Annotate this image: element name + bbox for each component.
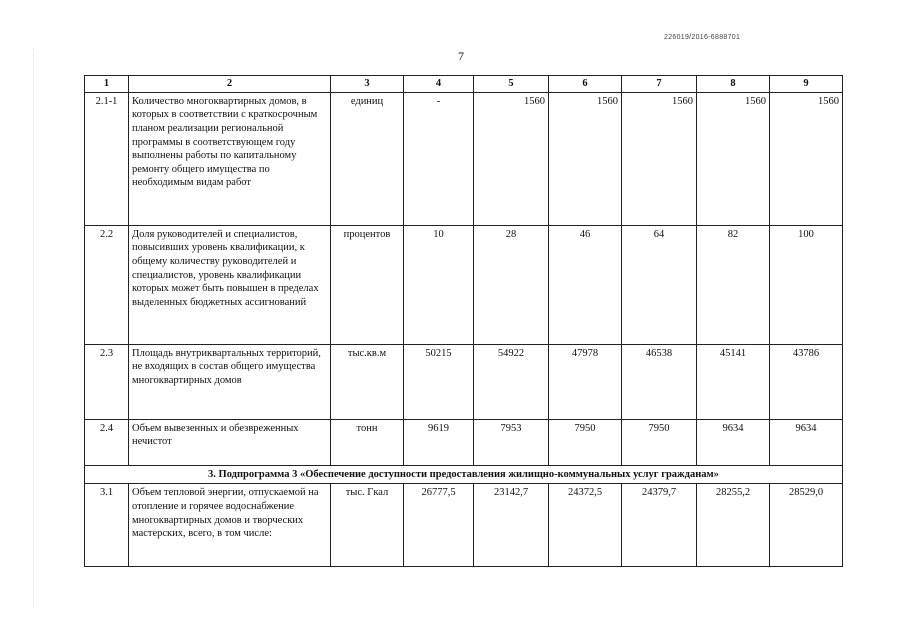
row-number: 2.1-1 [85, 92, 129, 225]
section-title: 3. Подпрограмма 3 «Обеспечение доступности предоставления жилищно-коммунальных услуг гражданам» [85, 465, 843, 484]
column-header: 5 [474, 76, 549, 93]
row-value: 7953 [474, 419, 549, 465]
row-value: 64 [622, 225, 697, 344]
row-value: 1560 [622, 92, 697, 225]
row-description: Площадь внутриквартальных территорий, не входящих в состав общего имущества многоквартирных домов [129, 344, 331, 419]
row-value: 82 [697, 225, 770, 344]
row-value: 28529,0 [770, 484, 843, 567]
row-value: 100 [770, 225, 843, 344]
row-value: 1560 [770, 92, 843, 225]
row-unit: тонн [331, 419, 404, 465]
row-value: 54922 [474, 344, 549, 419]
column-header: 7 [622, 76, 697, 93]
document-id: 226019/2016-6888701 [664, 34, 741, 41]
row-value: 24372,5 [549, 484, 622, 567]
row-value: 45141 [697, 344, 770, 419]
row-value: 26777,5 [404, 484, 474, 567]
row-value: 9634 [697, 419, 770, 465]
column-header: 4 [404, 76, 474, 93]
row-value: 1560 [549, 92, 622, 225]
row-value: 1560 [474, 92, 549, 225]
row-value: 9634 [770, 419, 843, 465]
row-value: 46 [549, 225, 622, 344]
table-row [85, 344, 843, 419]
row-value: 10 [404, 225, 474, 344]
row-value: 28255,2 [697, 484, 770, 567]
row-value: 24379,7 [622, 484, 697, 567]
row-value: 46538 [622, 344, 697, 419]
row-unit: единиц [331, 92, 404, 225]
table-row [85, 225, 843, 344]
row-value: 28 [474, 225, 549, 344]
table-row [85, 419, 843, 465]
row-description: Количество многоквартирных домов, в которых в соответствии с краткосрочным планом реализации региональной программы в соответствующем году выполнены работы по капитальному ремонту общего имущества по необходимым видам работ [129, 92, 331, 225]
table-row [85, 92, 843, 225]
page-number: 7 [458, 49, 464, 63]
row-value: 23142,7 [474, 484, 549, 567]
row-value: 43786 [770, 344, 843, 419]
column-header: 2 [129, 76, 331, 93]
column-header: 8 [697, 76, 770, 93]
row-value: 47978 [549, 344, 622, 419]
section-header-row [85, 465, 843, 484]
row-description: Доля руководителей и специалистов, повысивших уровень квалификации, к общему количеству руководителей и специалистов, уровень квалификации которых может быть повышен в пределах выделенных бюджетных ассигнований [129, 225, 331, 344]
table-header-row [85, 76, 843, 93]
row-number: 2.3 [85, 344, 129, 419]
row-unit: процентов [331, 225, 404, 344]
row-value: 7950 [622, 419, 697, 465]
row-description: Объем тепловой энергии, отпускаемой на отопление и горячее водоснабжение многоквартирных домов и творческих мастерских, всего, в том числе: [129, 484, 331, 567]
row-value: 9619 [404, 419, 474, 465]
column-header: 1 [85, 76, 129, 93]
row-description: Объем вывезенных и обезвреженных нечистот [129, 419, 331, 465]
scan-margin-marks [33, 48, 44, 608]
row-value: 1560 [697, 92, 770, 225]
table-row [85, 484, 843, 567]
row-unit: тыс.кв.м [331, 344, 404, 419]
row-number: 2.4 [85, 419, 129, 465]
column-header: 3 [331, 76, 404, 93]
row-unit: тыс. Гкал [331, 484, 404, 567]
column-header: 9 [770, 76, 843, 93]
column-header: 6 [549, 76, 622, 93]
row-number: 2.2 [85, 225, 129, 344]
row-value: - [404, 92, 474, 225]
row-number: 3.1 [85, 484, 129, 567]
row-value: 50215 [404, 344, 474, 419]
row-value: 7950 [549, 419, 622, 465]
indicators-table [84, 75, 843, 567]
